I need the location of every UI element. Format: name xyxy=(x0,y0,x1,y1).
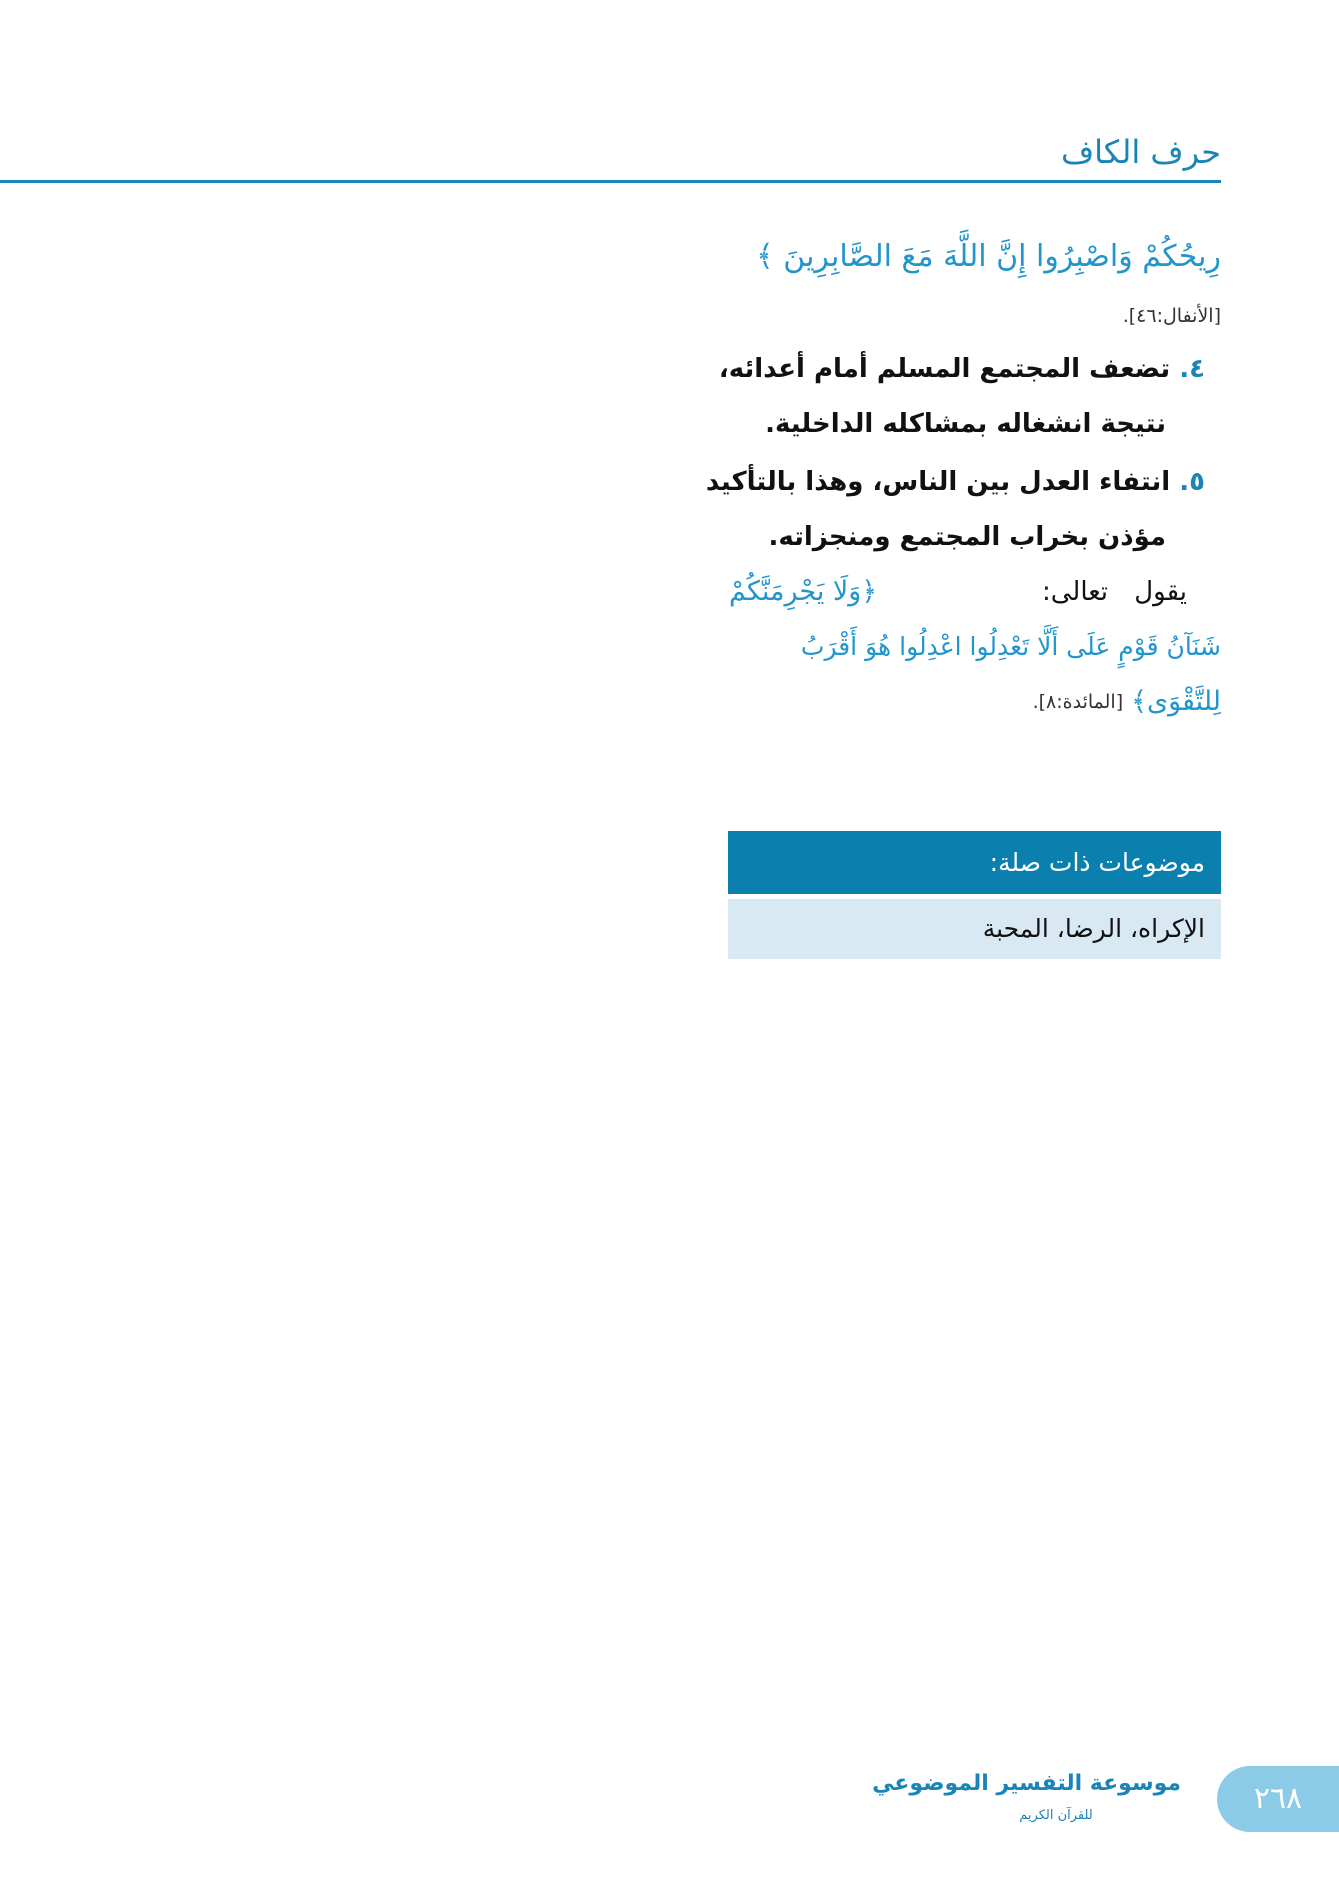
point-line: مؤذن بخراب المجتمع ومنجزاته. xyxy=(768,522,1166,552)
header-rule xyxy=(0,180,1221,183)
point-number: ٤. xyxy=(1179,354,1205,384)
quran-verse-line: لِلتَّقْوَى﴾ xyxy=(1131,686,1221,717)
point-number: ٥. xyxy=(1179,467,1205,497)
point-line: نتيجة انشغاله بمشاكله الداخلية. xyxy=(765,409,1166,439)
point-item xyxy=(719,347,1205,391)
verse-reference: [الأنفال:٤٦]. xyxy=(1122,305,1221,327)
related-topics-heading: موضوعات ذات صلة: xyxy=(728,831,1221,894)
page-number: ٢٦٨ xyxy=(1217,1766,1339,1832)
related-topics-list: الإكراه، الرضا، المحبة xyxy=(728,899,1221,959)
point-item xyxy=(706,460,1205,504)
point-line: انتفاء العدل بين الناس، وهذا بالتأكيد xyxy=(705,467,1171,497)
verse-reference: [المائدة:٨]. xyxy=(1032,691,1124,713)
quote-intro: يقول تعالى: xyxy=(1041,577,1187,607)
quran-verse-line: شَنَآنُ قَوْمٍ عَلَى أَلَّا تَعْدِلُوا اعْدِلُوا هُوَ أَقْرَبُ xyxy=(800,632,1221,661)
point-line: تضعف المجتمع المسلم أمام أعدائه، xyxy=(718,354,1171,384)
chapter-title: حرف الكاف xyxy=(1060,133,1221,171)
encyclopedia-logo xyxy=(872,1762,1181,1844)
quran-verse-line: رِيحُكُمْ وَاصْبِرُوا إِنَّ اللَّهَ مَعَ الصَّابِرِينَ ﴾ xyxy=(756,239,1221,274)
quote-last-line xyxy=(1033,676,1221,728)
quote-first-line xyxy=(729,566,1187,618)
quran-verse-line: ﴿وَلَا يَجْرِمَنَّكُمْ xyxy=(729,576,878,607)
logo-title: موسوعة التفسير الموضوعي xyxy=(872,1771,1181,1796)
logo-subtitle: للقرآن الكريم xyxy=(1019,1808,1093,1823)
